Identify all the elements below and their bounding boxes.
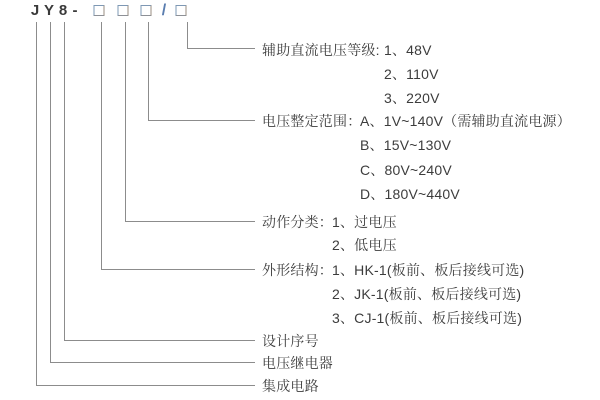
action-class-option-2: 2、低电压 — [332, 237, 397, 253]
code-digit-8: 8 — [58, 2, 68, 19]
code-letter-y: Y — [43, 2, 55, 19]
aux-voltage-option-2: 2、110V — [384, 66, 439, 82]
code-dash: - — [72, 2, 78, 19]
code-placeholder-box-3 — [141, 5, 152, 16]
case-structure-option-1: 1、HK-1(板前、板后接线可选) — [332, 262, 525, 278]
code-placeholder-box-4 — [176, 5, 187, 16]
label-integrated-circuit: 集成电路 — [262, 378, 319, 394]
setting-range-option-c: C、80V~240V — [360, 162, 452, 178]
label-action-class: 动作分类： — [262, 214, 333, 230]
aux-voltage-option-3: 3、220V — [384, 90, 440, 106]
label-voltage-relay: 电压继电器 — [262, 355, 333, 371]
code-slash: / — [161, 2, 167, 19]
case-structure-option-2: 2、JK-1(板前、板后接线可选) — [332, 286, 522, 302]
label-case-structure: 外形结构： — [262, 262, 333, 278]
label-aux-dc-voltage: 辅助直流电压等级: — [262, 42, 380, 58]
code-placeholder-box-1 — [94, 5, 105, 16]
setting-range-option-b: B、15V~130V — [360, 137, 452, 153]
action-class-option-1: 1、过电压 — [332, 214, 397, 230]
setting-range-option-d: D、180V~440V — [360, 186, 460, 202]
code-placeholder-box-2 — [118, 5, 129, 16]
code-letter-j: J — [30, 2, 40, 19]
connector-integrated-circuit — [36, 22, 255, 386]
label-design-serial: 设计序号 — [262, 333, 319, 349]
aux-voltage-option-1: 1、48V — [384, 42, 432, 58]
case-structure-option-3: 3、CJ-1(板前、板后接线可选) — [332, 310, 523, 326]
setting-range-option-a: A、1V~140V（需辅助直流电源） — [360, 113, 571, 129]
label-setting-range: 电压整定范围： — [262, 113, 362, 129]
